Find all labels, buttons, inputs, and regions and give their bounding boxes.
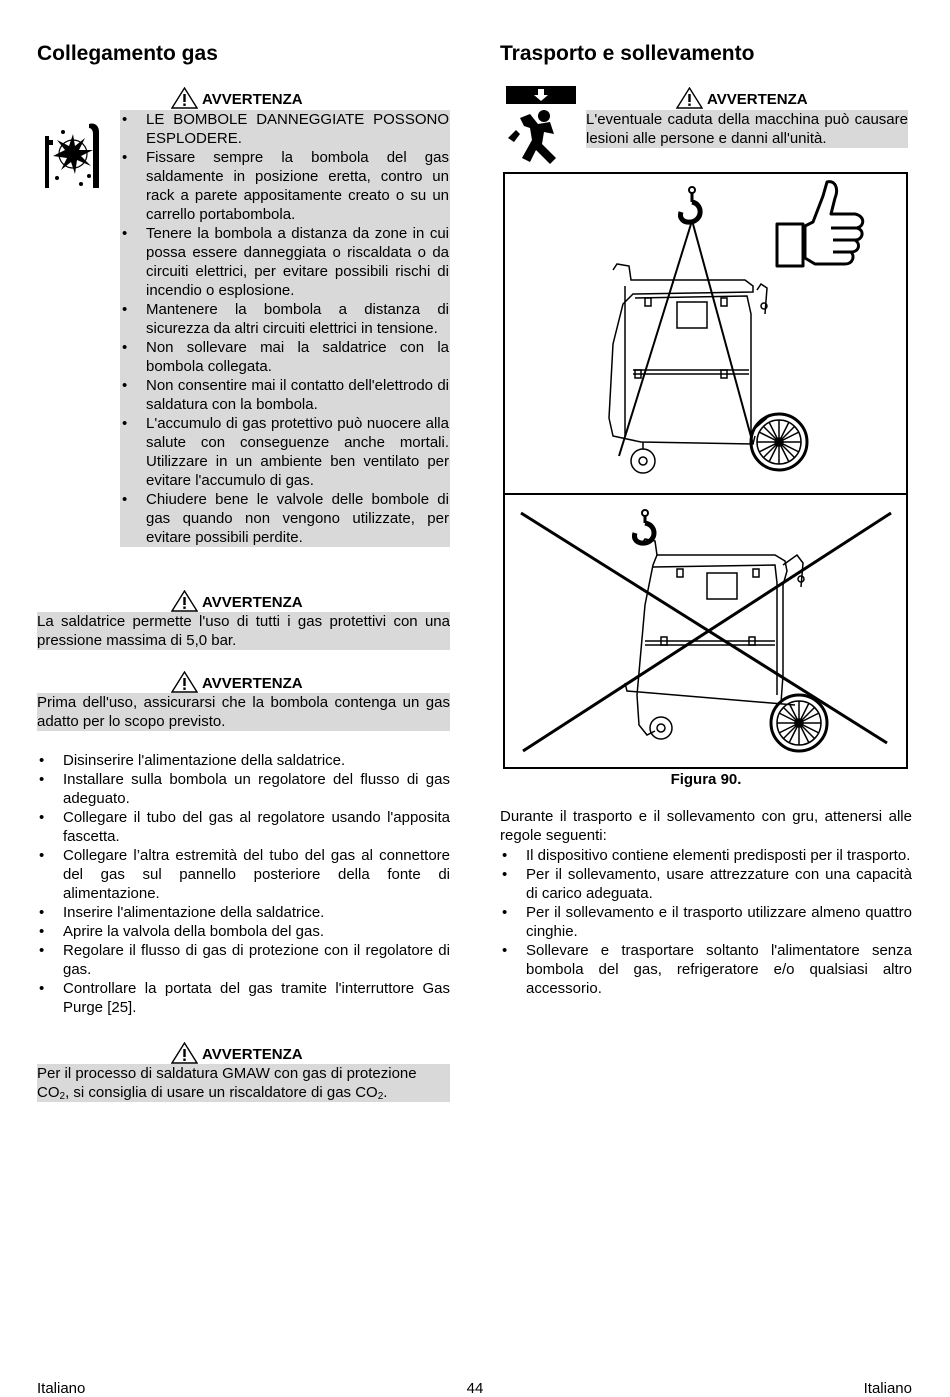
list-item: • Mantenere la bombola a distanza di sicurezza da altri circuiti elettrici in tensione. bbox=[120, 300, 449, 338]
subscript: 2 bbox=[59, 1091, 66, 1102]
warning-box-co2 bbox=[37, 1064, 450, 1102]
warning-box-fall: L'eventuale caduta della macchina può causare lesioni alle persone e danni all'unità. bbox=[586, 111, 908, 147]
warning-heading bbox=[171, 87, 303, 109]
warning-title: AVVERTENZA bbox=[202, 1046, 303, 1063]
list-item: • Collegare l’altra estremità del tubo del gas al connettore del gas sul pannello posteriore della fonte di alimentazione. bbox=[37, 846, 450, 903]
warning-heading bbox=[171, 590, 303, 612]
text-fragment: . bbox=[383, 1084, 388, 1101]
section-heading-transport: Trasporto e sollevamento bbox=[500, 42, 755, 65]
list-item: • Non consentire mai il contatto dell'elettrodo di saldatura con la bombola. bbox=[120, 376, 449, 414]
warning-box-pressure: La saldatrice permette l'uso di tutti i gas protettivi con una pressione massima di 5,0 bar. bbox=[37, 613, 450, 649]
figure-caption: Figura 90. bbox=[670, 771, 742, 788]
list-item: • Aprire la valvola della bombola del gas. bbox=[37, 922, 450, 941]
incorrect-lifting-illustration bbox=[505, 495, 906, 767]
list-item: • Il dispositivo contiene elementi predisposti per il trasporto. bbox=[500, 846, 912, 865]
list-item: • Regolare il flusso di gas di protezione con il regolatore di gas. bbox=[37, 941, 450, 979]
falling-load-icon bbox=[506, 86, 576, 174]
warning-title: AVVERTENZA bbox=[707, 91, 808, 108]
transport-rules-list bbox=[500, 846, 912, 998]
warning-text-line bbox=[37, 1083, 450, 1102]
warning-triangle-icon bbox=[171, 1042, 198, 1064]
crane-hook-icon bbox=[680, 187, 700, 222]
list-item: • Fissare sempre la bombola del gas saldamente in posizione eretta, contro un rack a parete appositamente creato o su un carrello portabombola. bbox=[120, 148, 449, 224]
list-item: • Sollevare e trasportare soltanto l'alimentatore senza bombola del gas, refrigeratore e/o qualsiasi altro accessorio. bbox=[500, 941, 912, 998]
correct-lifting-illustration bbox=[505, 174, 906, 493]
warning-heading bbox=[676, 87, 808, 109]
warning-title: AVVERTENZA bbox=[202, 91, 303, 108]
warning-triangle-icon bbox=[171, 87, 198, 109]
gas-cylinder-explosion-icon bbox=[41, 118, 107, 192]
text-fragment: , si consiglia di usare un riscaldatore di gas CO bbox=[65, 1084, 378, 1101]
footer-language-right: Italiano bbox=[863, 1380, 912, 1397]
steps-block bbox=[37, 751, 450, 1017]
warning-title: AVVERTENZA bbox=[202, 594, 303, 611]
list-item: • Inserire l'alimentazione della saldatrice. bbox=[37, 903, 450, 922]
list-item: • Collegare il tubo del gas al regolatore usando l'apposita fascetta. bbox=[37, 808, 450, 846]
footer-language-left: Italiano bbox=[37, 1380, 86, 1397]
subscript: 2 bbox=[377, 1091, 384, 1102]
list-item: • Tenere la bombola a distanza da zone in cui possa essere danneggiata o riscaldata o da circuiti elettrici, per evitare possibili rischi di incendio o esplosione. bbox=[120, 224, 449, 300]
warning-list bbox=[120, 110, 449, 547]
warning-heading bbox=[171, 671, 303, 693]
warning-heading bbox=[171, 1042, 303, 1064]
list-item: • Controllare la portata del gas tramite l'interruttore Gas Purge [25]. bbox=[37, 979, 450, 1017]
warning-triangle-icon bbox=[171, 590, 198, 612]
welding-machine-icon bbox=[609, 264, 807, 473]
thumbs-up-icon bbox=[777, 182, 863, 266]
list-item: • Per il sollevamento e il trasporto utilizzare almeno quattro cinghie. bbox=[500, 903, 912, 941]
transport-rules-block bbox=[500, 846, 912, 998]
crane-hook-icon bbox=[634, 510, 654, 543]
list-item: • L'accumulo di gas protettivo può nuocere alla salute con conseguenze anche mortali. Utilizzare in un ambiente ben ventilato per evitare l'accumulo di gas. bbox=[120, 414, 449, 490]
list-item: • Per il sollevamento, usare attrezzature con una capacità di carico adeguata. bbox=[500, 865, 912, 903]
list-item: • Disinserire l'alimentazione della saldatrice. bbox=[37, 751, 450, 770]
page-number: 44 bbox=[466, 1380, 484, 1397]
warning-box-cylinders bbox=[120, 110, 450, 547]
warning-triangle-icon bbox=[676, 87, 703, 109]
cross-out-icon bbox=[521, 513, 891, 751]
section-heading-gas-connection: Collegamento gas bbox=[37, 42, 218, 65]
transport-intro: Durante il trasporto e il sollevamento con gru, attenersi alle regole seguenti: bbox=[500, 808, 912, 844]
warning-box-gas-check: Prima dell'uso, assicurarsi che la bombola contenga un gas adatto per lo scopo previsto. bbox=[37, 694, 450, 730]
list-item: • Installare sulla bombola un regolatore del flusso di gas adeguato. bbox=[37, 770, 450, 808]
welding-machine-icon bbox=[625, 539, 827, 751]
text-fragment: CO bbox=[37, 1084, 60, 1101]
warning-text-line: Per il processo di saldatura GMAW con gas di protezione bbox=[37, 1065, 417, 1082]
warning-triangle-icon bbox=[171, 671, 198, 693]
list-item: • LE BOMBOLE DANNEGGIATE POSSONO ESPLODERE. bbox=[120, 110, 449, 148]
figure-90 bbox=[503, 172, 908, 769]
steps-list bbox=[37, 751, 450, 1017]
warning-title: AVVERTENZA bbox=[202, 675, 303, 692]
list-item: • Non sollevare mai la saldatrice con la bombola collegata. bbox=[120, 338, 449, 376]
list-item: • Chiudere bene le valvole delle bombole di gas quando non vengono utilizzate, per evitare possibili perdite. bbox=[120, 490, 449, 547]
